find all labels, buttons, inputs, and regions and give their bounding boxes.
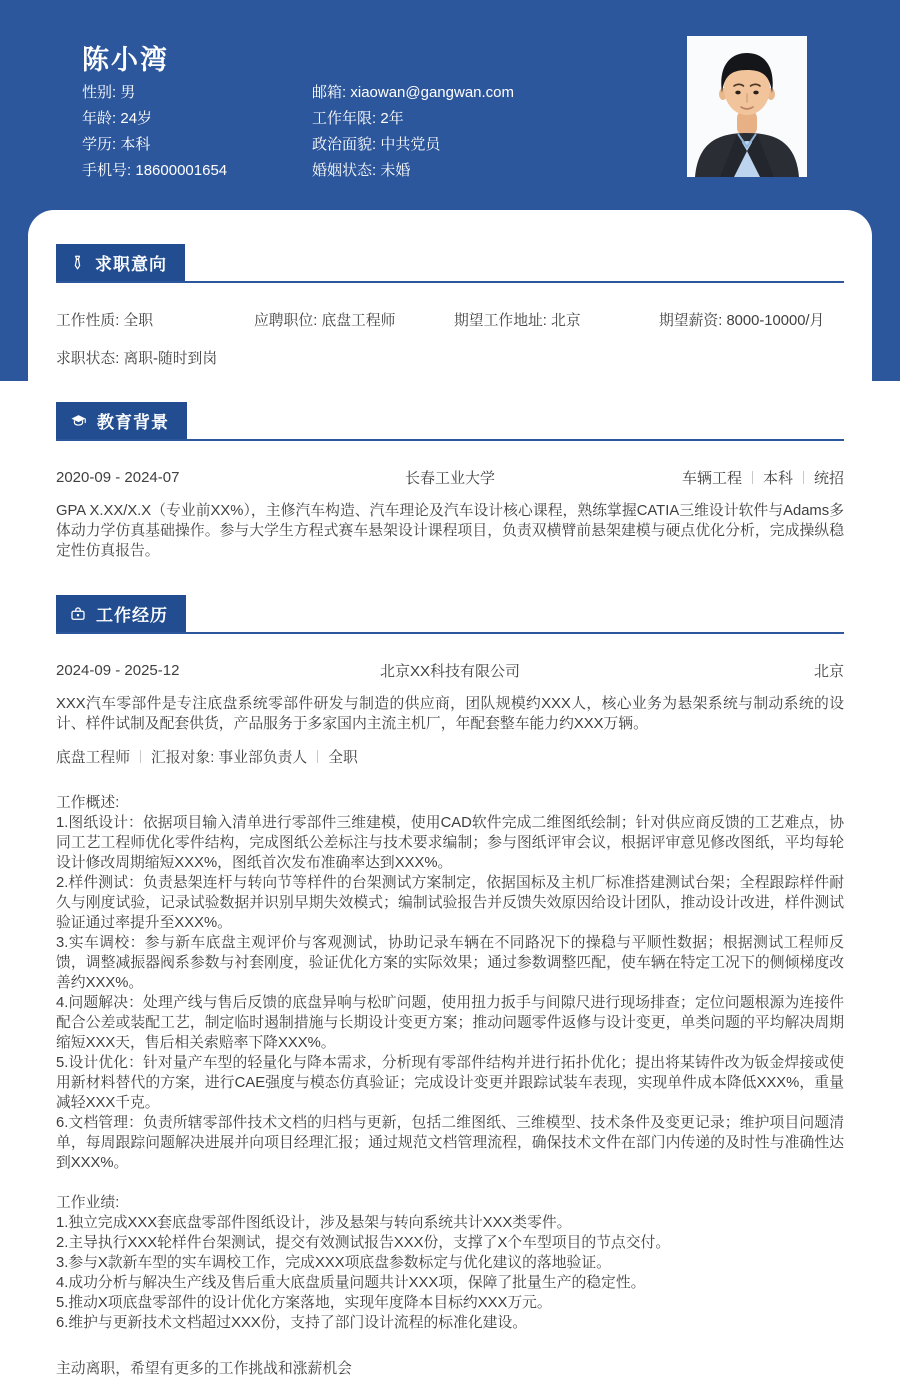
overview-item: 4.问题解决：处理产线与售后反馈的底盘异响与松旷问题，使用扭力扳手与间隙尺进行现场排查；定位问题根源为连接件配合公差或装配工艺，制定临时遏制措施与长期设计变更方案；推动问题零件返修与设计变更，单类问题的平均解决周期缩短XXX天，售后相关索赔率下降XXX%。 bbox=[56, 995, 844, 1051]
tie-icon bbox=[69, 253, 86, 272]
overview-heading: 工作概述: bbox=[56, 795, 120, 811]
position-row bbox=[56, 746, 844, 767]
resume-card bbox=[28, 210, 872, 1377]
target-location-label: 期望工作地址 : bbox=[454, 313, 551, 329]
target-position-label: 应聘职位 : bbox=[254, 313, 321, 329]
candidate-name: 陈小湾 bbox=[82, 45, 169, 75]
email-field bbox=[312, 80, 514, 106]
overview-item: 6.文档管理：负责所辖零部件技术文档的归档与更新，包括二维图纸、三维模型、技术条件及变更记录；维护项目问题清单，每周跟踪问题解决进展并向项目经理汇报；通过规范文档管理流程，确保技术文件在部门内传递的及时性与准确性达到XXX%。 bbox=[56, 1115, 844, 1171]
achievement-item: 2.主导执行XXX轮样件台架测试，提交有效测试报告XXX份，支撑了X个车型项目的节点交付。 bbox=[56, 1235, 671, 1251]
education-description: GPA X.XX/X.X（专业前XX%），主修汽车构造、汽车理论及汽车设计核心课程，熟练掌握CATIA三维设计软件与Adams多体动力学仿真基础操作。参与大学生方程式赛车悬架设计课程项目，负责双横臂前悬架建模与硬点优化分析，完成操纵稳定性仿真报告。 bbox=[56, 503, 844, 559]
achievement-item: 3.参与X款新车型的实车调校工作，完成XXX项底盘参数标定与优化建议的落地验证。 bbox=[56, 1255, 611, 1271]
experience-years-value: 2年 bbox=[380, 110, 404, 127]
overview-item: 1.图纸设计：依据项目输入清单进行零部件三维建模，使用CAD软件完成二维图纸绘制；针对供应商反馈的工艺难点，协同工艺工程师优化零件结构，完成图纸公差标注与技术要求编制；参与图纸评审会议，根据评审意见修改图纸，平均每轮设计修改周期缩短XXX%，图纸首次发布准确率达到XXX%。 bbox=[56, 815, 844, 871]
school-name: 长春工业大学 bbox=[404, 470, 495, 487]
marital-status-value: 未婚 bbox=[380, 162, 411, 179]
major: 车辆工程 bbox=[681, 470, 742, 487]
target-location-value: 北京 bbox=[551, 313, 581, 329]
company-name: 北京XX科技有限公司 bbox=[379, 663, 520, 680]
overview-item: 5.设计优化：针对量产车型的轻量化与降本需求，分析现有零部件结构并进行拓扑优化；提出将某铸件改为钣金焊接或使用新材料替代的方案，进行CAE强度与模态仿真验证；完成设计变更并跟踪试装车表现，实现单件成本降低XXX%，重量减轻XXX千克。 bbox=[56, 1055, 844, 1111]
gender-value: 男 bbox=[120, 84, 136, 101]
job-status-label: 求职状态 : bbox=[56, 351, 123, 367]
education-degree-info bbox=[605, 467, 844, 488]
job-intention-header bbox=[56, 244, 844, 283]
employment-type: 全职 bbox=[328, 750, 358, 766]
section-job-intention bbox=[56, 244, 844, 368]
marital-status-label: 婚姻状态 : bbox=[312, 162, 380, 179]
age-label: 年龄 : bbox=[82, 110, 120, 127]
job-intention-row-1 bbox=[56, 309, 844, 330]
phone-value: 18600001654 bbox=[135, 162, 228, 179]
vertical-divider bbox=[317, 750, 318, 763]
portrait-illustration bbox=[687, 36, 807, 177]
achievements-heading: 工作业绩: bbox=[56, 1195, 120, 1211]
job-status-field bbox=[56, 347, 217, 368]
work-overview-block bbox=[56, 793, 844, 1173]
political-status-label: 政治面貌 : bbox=[312, 136, 380, 153]
job-intention-badge bbox=[56, 244, 185, 281]
section-work-experience bbox=[56, 595, 844, 1379]
age-value: 24岁 bbox=[120, 110, 153, 127]
leave-reason-block bbox=[56, 1359, 844, 1379]
email-label: 邮箱 : bbox=[312, 84, 350, 101]
work-period: 2024-09 - 2025-12 bbox=[56, 662, 180, 679]
work-title: 工作经历 bbox=[96, 606, 168, 625]
job-intention-row-2 bbox=[56, 347, 844, 368]
political-status-field bbox=[312, 132, 514, 158]
target-position-field bbox=[254, 309, 454, 330]
education-meta-row bbox=[56, 467, 844, 488]
job-nature-value: 全职 bbox=[123, 313, 154, 329]
degree-value: 本科 bbox=[120, 136, 151, 153]
job-status-value: 离职-随时到岗 bbox=[123, 351, 218, 367]
graduation-cap-icon bbox=[69, 412, 88, 430]
job-nature-field bbox=[56, 309, 254, 330]
work-achievements-block bbox=[56, 1193, 844, 1333]
job-intention-title: 求职意向 bbox=[95, 255, 167, 274]
personal-info-grid bbox=[82, 80, 514, 184]
personal-info-right-column bbox=[312, 80, 514, 184]
phone-field bbox=[82, 158, 312, 184]
report-line: 汇报对象: 事业部负责人 bbox=[151, 750, 308, 766]
email-value: xiaowan@gangwan.com bbox=[350, 84, 515, 101]
marital-status-field bbox=[312, 158, 514, 184]
experience-years-field bbox=[312, 106, 514, 132]
target-location-field bbox=[454, 309, 659, 330]
overview-item: 2.样件测试：负责悬架连杆与转向节等样件的台架测试方案制定，依据国标及主机厂标准搭建测试台架；全程跟踪样件耐久与刚度试验，记录试验数据并识别早期失效模式；编制试验报告并反馈失效原因给设计团队，推动设计改进，样件测试验证通过率提升至XXX%。 bbox=[56, 875, 844, 931]
education-period: 2020-09 - 2024-07 bbox=[56, 469, 180, 486]
expected-salary-field bbox=[659, 309, 824, 330]
work-location: 北京 bbox=[813, 663, 844, 680]
overview-item: 3.实车调校：参与新车底盘主观评价与客观测试，协助记录车辆在不同路况下的操稳与平顺性数据；根据测试工程师反馈，调整减振器阀系参数与衬套刚度，验证优化方案的实际效果；通过参数调整匹配，使车辆在特定工况下的侧倾梯度改善约XXX%。 bbox=[56, 935, 844, 991]
vertical-divider bbox=[803, 471, 804, 484]
resume-header bbox=[0, 0, 900, 210]
company-intro: XXX汽车零部件是专注底盘系统零部件研发与制造的供应商，团队规模约XXX人，核心业务为悬架系统与制动系统的设计、样件试制及配套供货，产品服务于多家国内主流主机厂，年配套整车能力约XXX万辆。 bbox=[56, 696, 844, 732]
expected-salary-label: 期望薪资 : bbox=[659, 313, 726, 329]
education-badge bbox=[56, 402, 187, 439]
degree-label: 学历 : bbox=[82, 136, 120, 153]
age-field bbox=[82, 106, 312, 132]
education-title: 教育背景 bbox=[97, 413, 169, 432]
work-header bbox=[56, 595, 844, 634]
personal-info-left-column bbox=[82, 80, 312, 184]
gender-field bbox=[82, 80, 312, 106]
expected-salary-value: 8000-10000/月 bbox=[726, 313, 825, 329]
experience-years-label: 工作年限 : bbox=[312, 110, 380, 127]
vertical-divider bbox=[140, 750, 141, 763]
profile-photo bbox=[687, 36, 807, 177]
position-title: 底盘工程师 bbox=[56, 750, 130, 766]
section-education bbox=[56, 402, 844, 561]
degree-field bbox=[82, 132, 312, 158]
degree-level: 本科 bbox=[762, 470, 793, 487]
phone-label: 手机号 : bbox=[82, 162, 135, 179]
achievement-item: 6.维护与更新技术文档超过XXX份，支持了部门设计流程的标准化建设。 bbox=[56, 1315, 528, 1331]
achievement-item: 5.推动X项底盘零部件的设计优化方案落地，实现年度降本目标约XXX万元。 bbox=[56, 1295, 552, 1311]
work-meta-row bbox=[56, 660, 844, 681]
achievement-item: 1.独立完成XXX套底盘零部件图纸设计，涉及悬架与转向系统共计XXX类零件。 bbox=[56, 1215, 572, 1231]
job-nature-label: 工作性质 : bbox=[56, 313, 123, 329]
work-badge bbox=[56, 595, 186, 632]
achievement-item: 4.成功分析与解决生产线及售后重大底盘质量问题共计XXX项，保障了批量生产的稳定性。 bbox=[56, 1275, 646, 1291]
vertical-divider bbox=[752, 471, 753, 484]
political-status-value: 中共党员 bbox=[380, 136, 441, 153]
target-position-value: 底盘工程师 bbox=[321, 313, 396, 329]
leave-reason: 主动离职，希望有更多的工作挑战和涨薪机会 bbox=[56, 1361, 352, 1377]
gender-label: 性别 : bbox=[82, 84, 120, 101]
enrollment-type: 统招 bbox=[813, 470, 844, 487]
education-header bbox=[56, 402, 844, 441]
briefcase-icon bbox=[69, 605, 87, 623]
